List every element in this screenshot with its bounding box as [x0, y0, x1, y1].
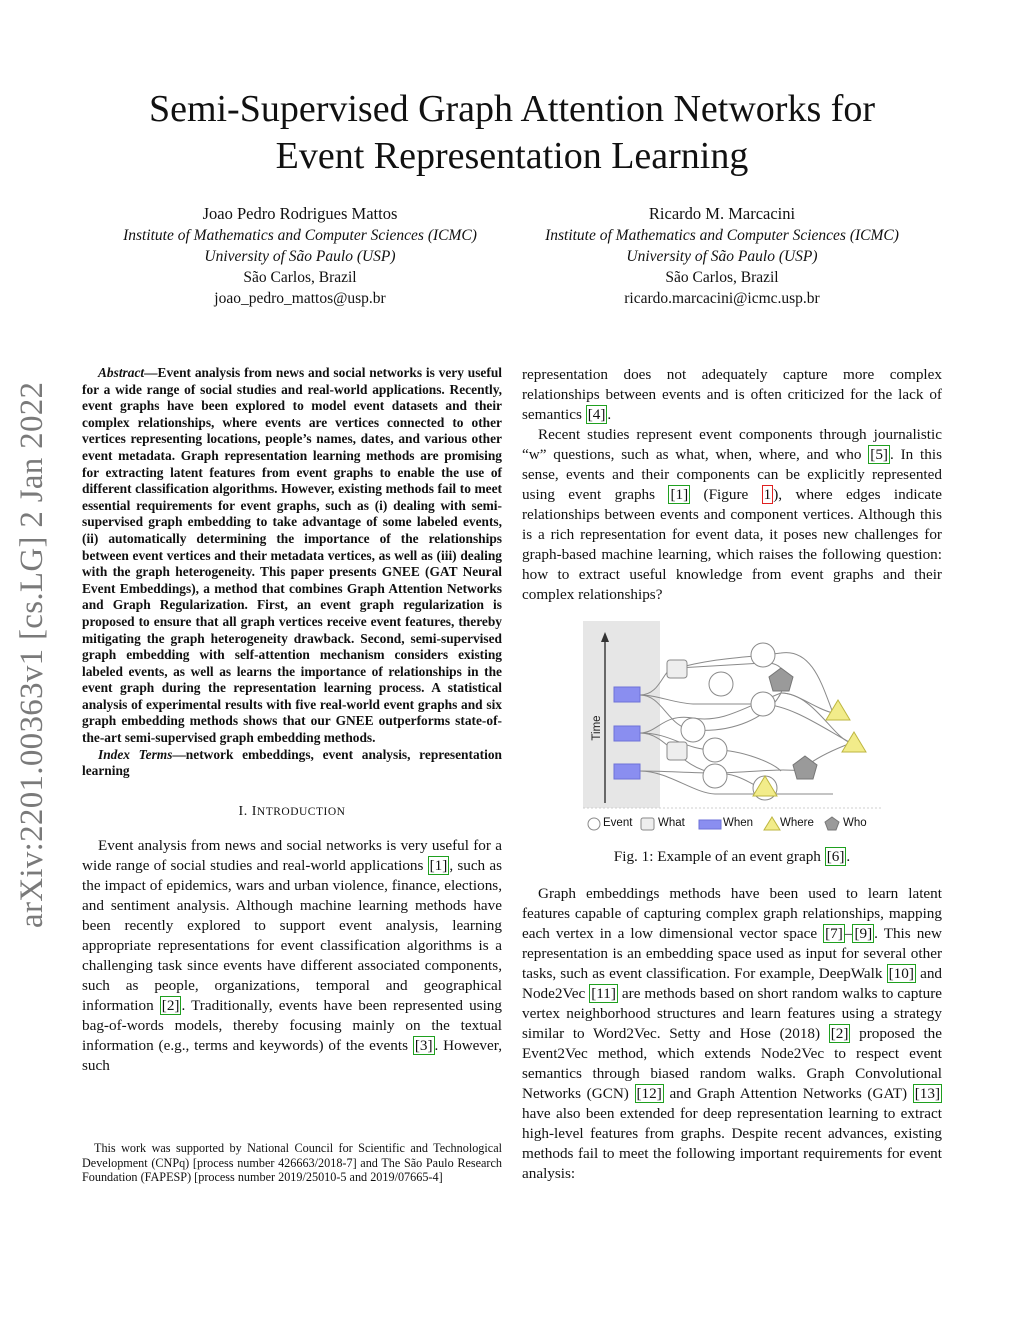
section-title-rest: NTRODUCTION — [256, 805, 346, 818]
citation-link[interactable]: [4] — [587, 406, 606, 423]
figure-legend — [587, 815, 887, 835]
citation-link[interactable]: [1] — [670, 486, 689, 503]
legend-when: When — [723, 817, 754, 829]
author-institute: Institute of Mathematics and Computer Sciences (ICMC) — [545, 227, 899, 244]
section-heading-introduction — [82, 802, 502, 822]
citation-link[interactable]: [2] — [161, 996, 180, 1014]
time-band — [583, 621, 660, 808]
author-block-1 — [86, 203, 514, 309]
what-node — [667, 660, 687, 678]
where-legend-icon — [763, 816, 781, 831]
citation-link[interactable]: [9] — [854, 925, 873, 942]
legend-who: Who — [843, 817, 867, 829]
what-legend-icon — [640, 817, 655, 831]
figure-caption — [522, 848, 942, 866]
arxiv-identifier[interactable]: arXiv:2201.00363v1 [cs.LG] 2 Jan 2022 — [14, 381, 50, 928]
what-node — [667, 742, 687, 760]
event-graph-figure — [583, 618, 883, 840]
right-column-bottom — [522, 884, 942, 1184]
text: Recent studies represent event components through journalistic “w” questions, such as what, when, where, and who — [522, 426, 942, 463]
footnote — [82, 1141, 502, 1185]
index-terms-text: —network embeddings, event analysis, representation learning — [82, 746, 502, 779]
index-terms-label: Index Terms — [98, 746, 173, 762]
author-institute: Institute of Mathematics and Computer Sciences (ICMC) — [123, 227, 477, 244]
figure-link[interactable]: 1 — [763, 486, 772, 503]
legend-what: What — [658, 817, 685, 829]
citation-link[interactable]: [7] — [825, 925, 843, 942]
text: , such as the impact of epidemics, wars and urban violence, finance, elections, and sentiment analysis. Although machine learning methods have been recently explored to support event analysis, learning appropriate representations for event classification algorithms is a challenging task since events have different associated components, such as people, organizations, temporal and geographical information — [82, 856, 502, 1014]
title-line-2: Event Representation Learning — [275, 135, 749, 177]
text: . In this sense, events and their components can be explicitly represented using event graphs — [522, 446, 942, 503]
caption-text: Fig. 1: Example of an event graph — [613, 848, 825, 865]
author-location: São Carlos, Brazil — [243, 269, 357, 286]
section-numeral: I. — [238, 803, 248, 819]
citation-link[interactable]: [1] — [429, 856, 448, 874]
paper-title — [60, 86, 964, 180]
when-legend-icon — [698, 819, 722, 830]
event-node — [751, 692, 775, 716]
citation-link[interactable]: [10] — [888, 965, 914, 982]
who-node — [793, 756, 817, 779]
section-title-first: I — [251, 803, 257, 819]
author-university: University of São Paulo (USP) — [204, 248, 396, 265]
who-legend-icon — [824, 816, 840, 831]
text: representation does not adequately capture more complex relationships between events and is often criticized for the lack of semantics — [522, 366, 942, 423]
text: (Figure — [690, 486, 762, 503]
text: . This new representation is an embedding space used as input for several other tasks, such as event classification. For example, DeepWalk — [522, 925, 943, 982]
citation-link[interactable]: [12] — [636, 1085, 662, 1102]
text: Event analysis from news and social networks is very useful for a wide range of social studies and real-world applications — [82, 836, 502, 874]
legend-where: Where — [780, 817, 814, 829]
author-name: Ricardo M. Marcacini — [648, 204, 796, 223]
when-node — [614, 687, 640, 702]
title-line-1: Semi-Supervised Graph Attention Networks for — [148, 88, 876, 130]
footnote-text: This work was supported by National Council for Scientific and Technological Development (CNPq) [process number 426663/2018-7] and The São Paulo Research Foundation (FAPESP) [process number 2019/25010-5 and 2019/07665-4] — [82, 1141, 502, 1185]
left-column — [82, 365, 502, 1076]
author-name: Joao Pedro Rodrigues Mattos — [202, 204, 398, 223]
citation-link[interactable]: [5] — [870, 446, 888, 463]
author-location: São Carlos, Brazil — [665, 269, 779, 286]
time-axis-label: Time — [591, 715, 603, 741]
author-email[interactable]: ricardo.marcacini@icmc.usp.br — [624, 290, 820, 307]
citation-link[interactable]: [3] — [414, 1036, 433, 1054]
when-node — [614, 764, 640, 779]
event-legend-icon — [587, 817, 601, 831]
citation-link[interactable]: [2] — [830, 1025, 849, 1042]
citation-link[interactable]: [11] — [591, 985, 616, 1002]
author-university: University of São Paulo (USP) — [626, 248, 818, 265]
author-email[interactable]: joao_pedro_mattos@usp.br — [214, 290, 386, 307]
abstract-label: Abstract — [98, 365, 145, 380]
event-node — [681, 718, 705, 742]
who-node — [769, 668, 793, 691]
citation-link[interactable]: [6] — [826, 848, 845, 865]
text: . — [607, 406, 612, 423]
right-column-top — [522, 365, 942, 605]
author-block-2 — [508, 203, 936, 309]
text: – — [844, 925, 853, 942]
event-node — [751, 643, 775, 667]
text: are methods based on short random walks to capture vertex neighborhood structures and learn features using a strategy similar to Word2Vec. Setty and Hose (2018) — [522, 985, 942, 1042]
intro-paragraph — [82, 836, 502, 1076]
event-node — [703, 764, 727, 788]
text: proposed the Event2Vec method, which extends Node2Vec to respect event semantics through biased random walks. Graph Convolutional Networks (GCN) — [522, 1025, 943, 1102]
text: have also been extended for deep representation learning to extract high-level features from graphs. Despite recent advances, existing methods fail to meet the following important requirements for event analysis: — [522, 1105, 942, 1182]
abstract-text: —Event analysis from news and social networks is very useful for a wide range of social studies and real-world applications. Recently, event graphs have been explored to model event datasets and their complex relationships, where events are vertices connected to other vertices representing locations, people’s names, dates, and various other event metadata. Graph representation learning methods are promising for extracting latent features from event graphs to enable the use of different classification algorithms. However, existing methods fail to meet essential requirements for event graphs, such as (i) dealing with semi-supervised graph embedding to take advantage of some labeled events, (ii) automatically determining the importance of the relationships between event vertices and their metadata vertices, as well as (iii) dealing with the graph heterogeneity. This paper presents GNEE (GAT Neural Event Embeddings), a method that combines Graph Attention Networks and Graph Regularization. First, an event graph regularization is proposed to ensure that all graph vertices receive event features, thereby mitigating the graph heterogeneity drawback. Second, semi-supervised graph embedding with self-attention mechanism considers existing labeled events, as well as learns the importance of relationships in the event graph during the representation learning process. A statistical analysis of experimental results with five real-world event graphs and six graph embedding methods shows that our GNEE outperforms state-of-the-art semi-supervised graph embedding methods. — [82, 365, 502, 746]
when-node — [614, 726, 640, 741]
text: and Graph Attention Networks (GAT) — [663, 1085, 913, 1102]
where-node — [842, 732, 866, 752]
text: . However, such — [82, 1036, 502, 1074]
text: ), where edges indicate relationships between events and component vertices. Although this is a rich representation for event data, it poses new challenges for graph-based machine learning, which raises the following question: how to extract useful knowledge from event graphs and their complex relationships? — [522, 486, 943, 603]
citation-link[interactable]: [13] — [914, 1085, 941, 1102]
abstract — [82, 365, 502, 780]
event-node — [709, 672, 733, 696]
text: . Traditionally, events have been represented using bag-of-words models, thereby focusing mainly on the textual information (e.g., terms and keywords) of the events — [82, 996, 502, 1054]
text: and Node2Vec — [522, 965, 943, 1002]
event-node — [703, 738, 727, 762]
caption-text: . — [846, 848, 851, 865]
legend-event: Event — [603, 817, 633, 829]
text: Graph embeddings methods have been used to learn latent features capable of capturing complex graph relationships, mapping each vertex in a low dimensional vector space — [522, 885, 942, 942]
